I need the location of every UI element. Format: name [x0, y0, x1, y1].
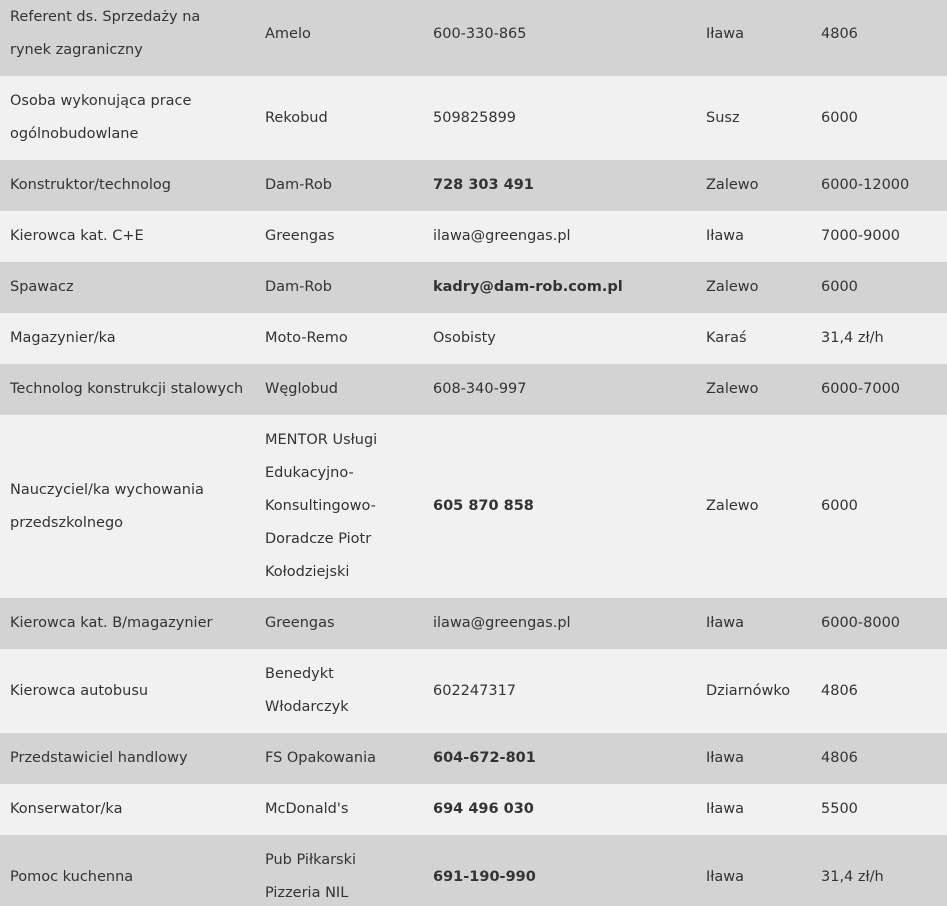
- salary: 6000-8000: [821, 615, 901, 631]
- company: Moto-Remo: [265, 330, 348, 346]
- contact: 600-330-865: [433, 25, 527, 42]
- contact-phone-link[interactable]: 605 870 858: [433, 498, 534, 514]
- table-row: [0, 262, 947, 313]
- salary: 31,4 zł/h: [821, 330, 884, 346]
- job-title: Kierowca kat. C+E: [10, 228, 144, 244]
- city: Iława: [706, 615, 745, 631]
- salary: 6000: [821, 109, 858, 126]
- table-row: [0, 211, 947, 262]
- contact-phone-link[interactable]: 728 303 491: [433, 177, 534, 193]
- company: McDonald's: [265, 801, 349, 817]
- table-row: [0, 598, 947, 649]
- salary: 6000-12000: [821, 177, 910, 193]
- city: Susz: [706, 109, 740, 126]
- city: Iława: [706, 25, 745, 42]
- contact: 602247317: [433, 682, 517, 699]
- job-title: Spawacz: [10, 279, 74, 295]
- city: Zalewo: [706, 279, 759, 295]
- job-title: Konstruktor/technolog: [10, 177, 171, 193]
- salary: 6000: [821, 498, 858, 514]
- job-title: Nauczyciel/ka wychowania przedszkolnego: [10, 481, 204, 531]
- city: Zalewo: [706, 381, 759, 397]
- table-row: [0, 733, 947, 784]
- city: Zalewo: [706, 177, 759, 193]
- company: Dam-Rob: [265, 177, 332, 193]
- contact-email-link[interactable]: kadry@dam-rob.com.pl: [433, 279, 623, 295]
- contact-phone-link[interactable]: 691-190-990: [433, 868, 536, 885]
- job-title: Przedstawiciel handlowy: [10, 750, 188, 766]
- contact-phone-link[interactable]: 604-672-801: [433, 750, 536, 766]
- salary: 5500: [821, 801, 858, 817]
- city: Iława: [706, 801, 745, 817]
- company: Węglobud: [265, 381, 338, 397]
- company: FS Opakowania: [265, 750, 377, 766]
- table-row: [0, 415, 947, 598]
- salary: 31,4 zł/h: [821, 868, 884, 885]
- table-row: [0, 835, 947, 906]
- table-row: [0, 160, 947, 211]
- job-title: Magazynier/ka: [10, 330, 116, 346]
- company: Amelo: [265, 25, 311, 42]
- company: Pub Piłkarski Pizzeria NIL: [265, 852, 357, 901]
- salary: 4806: [821, 682, 858, 699]
- salary: 7000-9000: [821, 228, 901, 244]
- table-row: [0, 0, 947, 76]
- contact: 608-340-997: [433, 381, 527, 397]
- company: Greengas: [265, 228, 335, 244]
- company: Dam-Rob: [265, 279, 332, 295]
- table-row: [0, 364, 947, 415]
- job-title: Pomoc kuchenna: [10, 868, 134, 885]
- salary: 4806: [821, 750, 858, 766]
- company: Rekobud: [265, 109, 328, 126]
- job-title: Konserwator/ka: [10, 801, 123, 817]
- table-row: [0, 649, 947, 733]
- contact-phone-link[interactable]: 694 496 030: [433, 801, 534, 817]
- table-row: [0, 313, 947, 364]
- company: MENTOR Usługi Edukacyjno-Konsultingowo-Doradcze Piotr Kołodziejski: [265, 432, 378, 580]
- job-title: Technolog konstrukcji stalowych: [10, 381, 244, 397]
- salary: 4806: [821, 25, 858, 42]
- job-title: Referent ds. Sprzedaży na rynek zagraniczny: [10, 9, 201, 58]
- job-title: Kierowca kat. B/magazynier: [10, 615, 213, 631]
- table-row: [0, 76, 947, 160]
- salary: 6000: [821, 279, 858, 295]
- city: Karaś: [706, 330, 747, 346]
- city: Iława: [706, 750, 745, 766]
- company: Greengas: [265, 615, 335, 631]
- contact: Osobisty: [433, 330, 496, 346]
- contact: ilawa@greengas.pl: [433, 228, 571, 244]
- salary: 6000-7000: [821, 381, 901, 397]
- table-row: [0, 784, 947, 835]
- contact: ilawa@greengas.pl: [433, 615, 571, 631]
- city: Dziarnówko: [706, 682, 791, 699]
- company: Benedykt Włodarczyk: [265, 666, 349, 715]
- contact: 509825899: [433, 109, 517, 126]
- city: Iława: [706, 228, 745, 244]
- city: Zalewo: [706, 498, 759, 514]
- city: Iława: [706, 868, 745, 885]
- job-title: Osoba wykonująca prace ogólnobudowlane: [10, 93, 192, 142]
- job-title: Kierowca autobusu: [10, 682, 149, 699]
